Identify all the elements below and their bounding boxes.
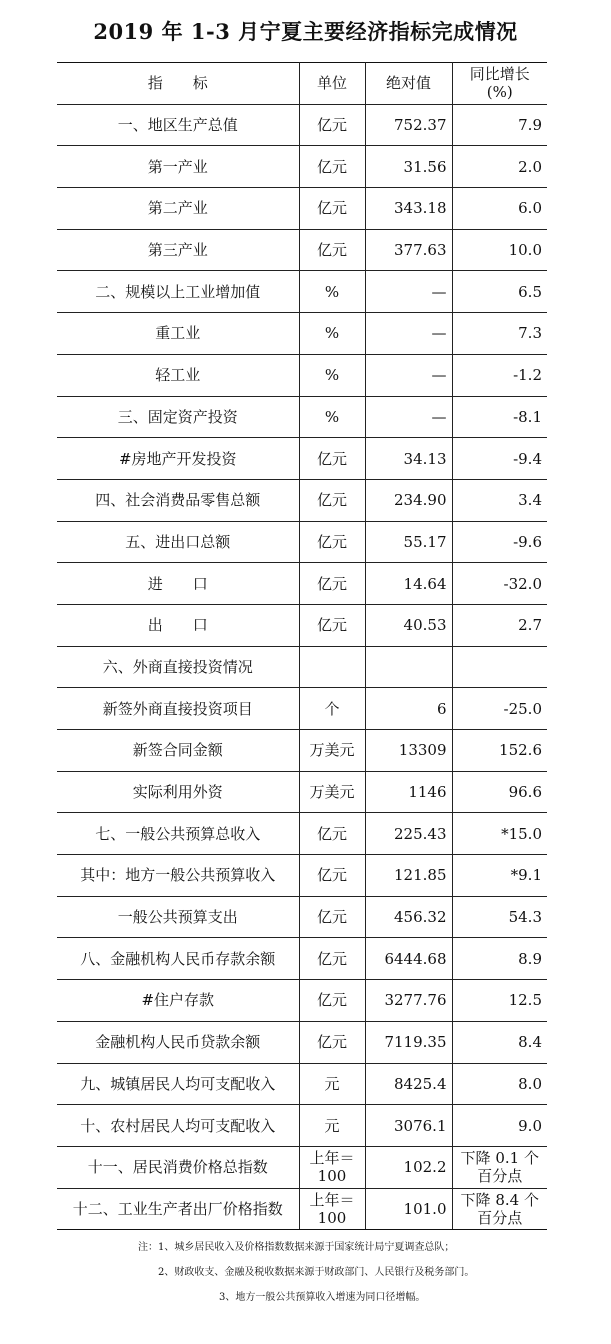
yoy-growth-cell — [452, 646, 547, 688]
table-row — [57, 354, 547, 396]
unit-cell: % — [299, 313, 365, 355]
absolute-value-cell: — — [365, 313, 452, 355]
yoy-growth-cell: 8.9 — [452, 938, 547, 980]
yoy-growth-cell: 7.3 — [452, 313, 547, 355]
table-row — [57, 1063, 547, 1105]
yoy-growth-cell: -25.0 — [452, 688, 547, 730]
indicator-name: 十二、工业生产者出厂价格指数 — [57, 1188, 299, 1230]
yoy-growth-cell: 6.0 — [452, 188, 547, 230]
indicator-name: 新签外商直接投资项目 — [57, 688, 299, 730]
indicator-name: 九、城镇居民人均可支配收入 — [57, 1063, 299, 1105]
page-title: 2019 年 1-3 月宁夏主要经济指标完成情况 — [93, 19, 518, 44]
table-row — [57, 771, 547, 813]
unit-cell: 亿元 — [299, 146, 365, 188]
unit-cell: 个 — [299, 688, 365, 730]
yoy-growth-cell: 3.4 — [452, 479, 547, 521]
unit-cell: 亿元 — [299, 855, 365, 897]
unit-cell: 亿元 — [299, 479, 365, 521]
table-row — [57, 896, 547, 938]
indicator-name: 一般公共预算支出 — [57, 896, 299, 938]
table-row — [57, 271, 547, 313]
table-row — [57, 146, 547, 188]
indicator-name: 其中：地方一般公共预算收入 — [57, 855, 299, 897]
absolute-value-cell: 6 — [365, 688, 452, 730]
unit-cell: 亿元 — [299, 1021, 365, 1063]
absolute-value-cell: 8425.4 — [365, 1063, 452, 1105]
unit-cell: 万美元 — [299, 730, 365, 772]
yoy-growth-cell: -9.4 — [452, 438, 547, 480]
table-row — [57, 479, 547, 521]
table-row — [57, 396, 547, 438]
header-growth-unit: (%) — [486, 83, 513, 102]
yoy-growth-cell: -8.1 — [452, 396, 547, 438]
header-growth-label: 同比增长 — [469, 65, 530, 84]
header-unit: 单位 — [299, 63, 365, 105]
indicator-name: 二、规模以上工业增加值 — [57, 271, 299, 313]
unit-cell: % — [299, 271, 365, 313]
table-row — [57, 604, 547, 646]
table-row — [57, 521, 547, 563]
indicator-name: 四、社会消费品零售总额 — [57, 479, 299, 521]
table-row — [57, 438, 547, 480]
absolute-value-cell: 456.32 — [365, 896, 452, 938]
header-absolute-value: 绝对值 — [365, 63, 452, 105]
indicator-name: 第二产业 — [57, 188, 299, 230]
absolute-value-cell: 31.56 — [365, 146, 452, 188]
header-yoy-growth — [452, 63, 547, 105]
absolute-value-cell: 121.85 — [365, 855, 452, 897]
indicator-name: 重工业 — [57, 313, 299, 355]
indicator-table — [57, 62, 547, 1230]
absolute-value-cell: 3076.1 — [365, 1105, 452, 1147]
unit-cell: 亿元 — [299, 938, 365, 980]
absolute-value-cell — [365, 646, 452, 688]
yoy-growth-cell: 下降 8.4 个百分点 — [452, 1188, 547, 1230]
absolute-value-cell: 225.43 — [365, 813, 452, 855]
indicator-name: #房地产开发投资 — [57, 438, 299, 480]
unit-cell: 元 — [299, 1063, 365, 1105]
unit-cell: 亿元 — [299, 604, 365, 646]
absolute-value-cell: 101.0 — [365, 1188, 452, 1230]
yoy-growth-cell: 下降 0.1 个百分点 — [452, 1146, 547, 1188]
unit-cell: 亿元 — [299, 438, 365, 480]
indicator-name: 第三产业 — [57, 229, 299, 271]
indicator-name: 六、外商直接投资情况 — [57, 646, 299, 688]
absolute-value-cell: 6444.68 — [365, 938, 452, 980]
table-row — [57, 1021, 547, 1063]
absolute-value-cell: 3277.76 — [365, 980, 452, 1022]
table-row — [57, 813, 547, 855]
table-row — [57, 855, 547, 897]
absolute-value-cell: 377.63 — [365, 229, 452, 271]
absolute-value-cell: 343.18 — [365, 188, 452, 230]
unit-cell: 元 — [299, 1105, 365, 1147]
absolute-value-cell: 7119.35 — [365, 1021, 452, 1063]
unit-cell: 亿元 — [299, 980, 365, 1022]
indicator-name: 五、进出口总额 — [57, 521, 299, 563]
yoy-growth-cell: -1.2 — [452, 354, 547, 396]
unit-cell — [299, 646, 365, 688]
yoy-growth-cell: *9.1 — [452, 855, 547, 897]
indicator-name: 第一产业 — [57, 146, 299, 188]
yoy-growth-cell: -9.6 — [452, 521, 547, 563]
yoy-growth-cell: 12.5 — [452, 980, 547, 1022]
footnote-2: 2、财政收支、金融及税收数据来源于财政部门、人民银行及税务部门。 — [158, 1267, 475, 1278]
table-row — [57, 646, 547, 688]
absolute-value-cell: 1146 — [365, 771, 452, 813]
unit-cell: 亿元 — [299, 104, 365, 146]
yoy-growth-cell: 10.0 — [452, 229, 547, 271]
absolute-value-cell: 752.37 — [365, 104, 452, 146]
table-header-row — [57, 63, 547, 105]
yoy-growth-cell: -32.0 — [452, 563, 547, 605]
indicator-name: 三、固定资产投资 — [57, 396, 299, 438]
unit-cell: 上年＝100 — [299, 1146, 365, 1188]
indicator-name: #住户存款 — [57, 980, 299, 1022]
unit-cell: 亿元 — [299, 229, 365, 271]
table-row — [57, 229, 547, 271]
absolute-value-cell: 40.53 — [365, 604, 452, 646]
table-row — [57, 730, 547, 772]
indicator-name: 十一、居民消费价格总指数 — [57, 1146, 299, 1188]
indicator-name: 八、金融机构人民币存款余额 — [57, 938, 299, 980]
yoy-growth-cell: *15.0 — [452, 813, 547, 855]
absolute-value-cell: 13309 — [365, 730, 452, 772]
table-row — [57, 188, 547, 230]
absolute-value-cell: 55.17 — [365, 521, 452, 563]
yoy-growth-cell: 2.0 — [452, 146, 547, 188]
unit-cell: 亿元 — [299, 896, 365, 938]
indicator-name: 十、农村居民人均可支配收入 — [57, 1105, 299, 1147]
absolute-value-cell: — — [365, 271, 452, 313]
table-row — [57, 980, 547, 1022]
unit-cell: 上年＝100 — [299, 1188, 365, 1230]
yoy-growth-cell: 9.0 — [452, 1105, 547, 1147]
yoy-growth-cell: 8.4 — [452, 1021, 547, 1063]
yoy-growth-cell: 96.6 — [452, 771, 547, 813]
indicator-name: 一、地区生产总值 — [57, 104, 299, 146]
yoy-growth-cell: 54.3 — [452, 896, 547, 938]
indicator-name: 进 口 — [57, 563, 299, 605]
indicator-name: 实际利用外资 — [57, 771, 299, 813]
unit-cell: 亿元 — [299, 813, 365, 855]
yoy-growth-cell: 152.6 — [452, 730, 547, 772]
unit-cell: 亿元 — [299, 521, 365, 563]
indicator-name: 出 口 — [57, 604, 299, 646]
unit-cell: 亿元 — [299, 563, 365, 605]
table-row — [57, 104, 547, 146]
absolute-value-cell: 234.90 — [365, 479, 452, 521]
footnote-3: 3、地方一般公共预算收入增速为同口径增幅。 — [219, 1292, 426, 1303]
unit-cell: % — [299, 354, 365, 396]
absolute-value-cell: 102.2 — [365, 1146, 452, 1188]
table-row — [57, 1188, 547, 1230]
table-row — [57, 563, 547, 605]
table-row — [57, 313, 547, 355]
absolute-value-cell: 34.13 — [365, 438, 452, 480]
unit-cell: 万美元 — [299, 771, 365, 813]
table-row — [57, 938, 547, 980]
table-row — [57, 688, 547, 730]
footnotes — [0, 1235, 611, 1310]
header-indicator: 指 标 — [57, 63, 299, 105]
yoy-growth-cell: 8.0 — [452, 1063, 547, 1105]
absolute-value-cell: — — [365, 396, 452, 438]
absolute-value-cell: 14.64 — [365, 563, 452, 605]
indicator-name: 金融机构人民币贷款余额 — [57, 1021, 299, 1063]
unit-cell: 亿元 — [299, 188, 365, 230]
indicator-name: 新签合同金额 — [57, 730, 299, 772]
table-row — [57, 1146, 547, 1188]
unit-cell: % — [299, 396, 365, 438]
table-row — [57, 1105, 547, 1147]
yoy-growth-cell: 7.9 — [452, 104, 547, 146]
indicator-name: 七、一般公共预算总收入 — [57, 813, 299, 855]
yoy-growth-cell: 6.5 — [452, 271, 547, 313]
indicator-name: 轻工业 — [57, 354, 299, 396]
yoy-growth-cell: 2.7 — [452, 604, 547, 646]
absolute-value-cell: — — [365, 354, 452, 396]
footnote-1: 注：1、城乡居民收入及价格指数数据来源于国家统计局宁夏调查总队； — [138, 1242, 455, 1253]
